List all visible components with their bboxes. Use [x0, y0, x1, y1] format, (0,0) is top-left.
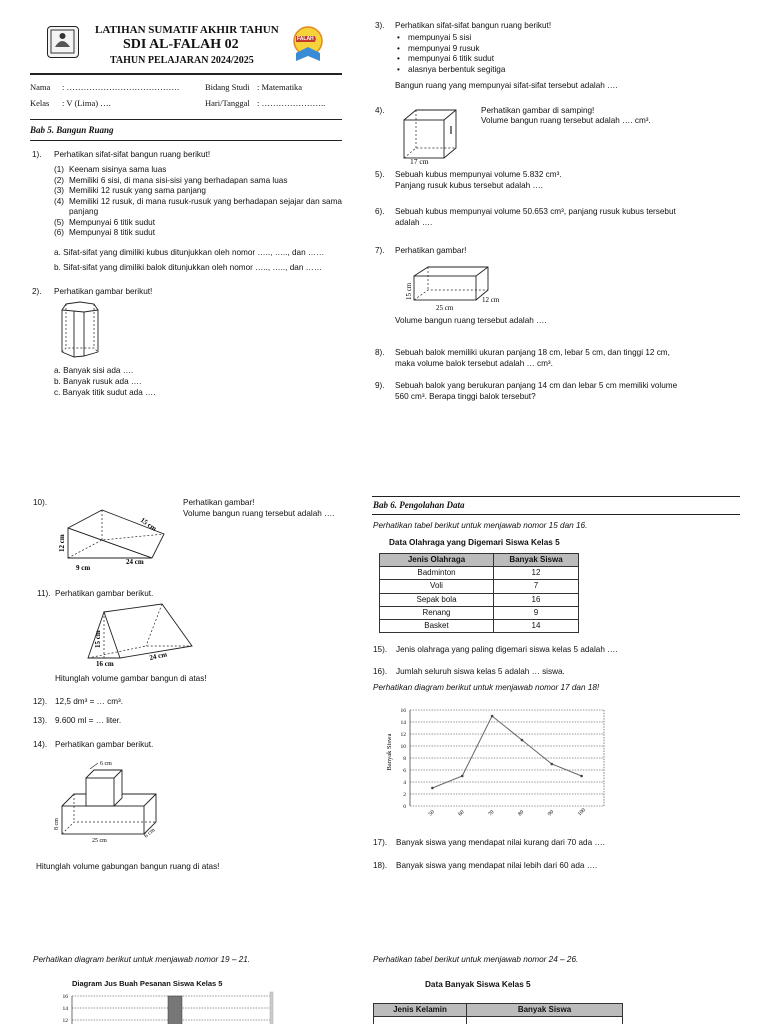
q3-intro: Perhatikan sifat-sifat bangun ruang berikut! [395, 21, 552, 30]
chart-intro: Perhatikan diagram berikut untuk menjawab nomor 17 dan 18! [373, 683, 600, 692]
q3-item: • mempunyai 9 rusuk [397, 44, 505, 55]
q14-intro: Perhatikan gambar berikut. [55, 740, 154, 749]
x-tick-label: 50 [427, 809, 436, 818]
table-row: Badminton 12 [380, 567, 579, 580]
q1-item: (3) Memiliki 12 rusuk yang sama panjang [54, 186, 206, 195]
q1-item: (4) Memiliki 12 rusuk, di mana rusuk-rusuk yang berhadapan sejajar dan sama panjang [54, 196, 342, 216]
school-logo-right [290, 25, 326, 65]
q12-number: 12). [33, 697, 48, 706]
q2-number: 2). [32, 287, 42, 296]
triangular-prism-2-figure [80, 600, 200, 670]
q8-line2: maka volume balok tersebut adalah … cm³. [395, 359, 553, 368]
q10-line1: Perhatikan gambar! [183, 498, 255, 507]
hari-label: Hari/Tanggal [205, 98, 250, 108]
q18-text: Banyak siswa yang mendapat nilai lebih dari 60 ada …. [396, 861, 598, 870]
bab6-heading: Bab 6. Pengolahan Data [373, 500, 465, 510]
q7-number: 7). [375, 246, 385, 255]
q3-list [397, 33, 505, 75]
hexagonal-prism-figure [56, 300, 104, 362]
table-intro: Perhatikan tabel berikut untuk menjawab nomor 15 dan 16. [373, 521, 588, 530]
x-tick-label: 70 [487, 809, 496, 818]
y-tick-label: 6 [403, 768, 406, 774]
q11-base-label: 16 cm [96, 660, 114, 668]
bidang-value: : Matematika [257, 82, 303, 92]
q16-text: Jumlah seluruh siswa kelas 5 adalah … siswa. [396, 667, 565, 676]
kelas-value: : V (Lima) …. [62, 98, 111, 108]
table1-title: Data Olahraga yang Digemari Siswa Kelas 5 [389, 538, 560, 547]
q3-item: • mempunyai 5 sisi [397, 33, 505, 44]
table2-title: Data Banyak Siswa Kelas 5 [425, 980, 531, 989]
y-tick-label: 10 [400, 744, 406, 750]
q14-width-label: 6 cm [143, 827, 157, 840]
table-row: Sepak bola 16 [380, 593, 579, 606]
q3-number: 3). [375, 21, 385, 30]
q4-line1: Perhatikan gambar di samping! [481, 106, 595, 115]
data-point [431, 787, 434, 790]
q9-line2: 560 cm³. Berapa tinggi balok tersebut? [395, 392, 536, 401]
q2-part-a: a. Banyak sisi ada …. [54, 366, 134, 375]
q11-height-label: 15 cm [94, 630, 102, 648]
y-tick-label: 0 [403, 804, 406, 810]
q16-number: 16). [373, 667, 388, 676]
x-tick-label: 60 [457, 809, 466, 818]
data-point [491, 715, 494, 718]
q10-length-label: 24 cm [126, 558, 144, 566]
cuboid-figure [400, 262, 510, 314]
q9-line1: Sebuah balok yang berukuran panjang 14 cm dan lebar 5 cm memiliki volume [395, 381, 678, 390]
hari-value[interactable]: : ………………….. [257, 98, 326, 108]
x-tick-label: 90 [546, 809, 556, 818]
q2-intro: Perhatikan gambar berikut! [54, 287, 153, 296]
triangular-prism-figure [52, 506, 170, 574]
q1-item: (1) Keenam sisinya sama luas [54, 165, 167, 174]
table-row: Voli 7 [380, 580, 579, 593]
q4-number: 4). [375, 106, 385, 115]
y-tick-label: 4 [403, 780, 406, 786]
q3-item: • mempunyai 6 titik sudut [397, 54, 505, 65]
q5-line2: Panjang rusuk kubus tersebut adalah …. [395, 181, 543, 190]
q3-item: • alasnya berbentuk segitiga [397, 65, 505, 76]
school-logo-left [47, 26, 79, 58]
logo-right-label: FALAH [297, 36, 314, 42]
q5-line1: Sebuah kubus mempunyai volume 5.832 cm³. [395, 170, 562, 179]
y-tick-label: 2 [403, 792, 406, 798]
header-rule [30, 73, 342, 75]
q17-number: 17). [373, 838, 388, 847]
q1-number: 1). [32, 150, 42, 159]
table1-header: Banyak Siswa [494, 554, 579, 567]
q1-list [54, 165, 342, 239]
q11-intro: Perhatikan gambar berikut. [55, 589, 154, 598]
sports-table [379, 553, 579, 633]
section-rule [30, 140, 342, 141]
q10-line2: Volume bangun ruang tersebut adalah …. [183, 509, 335, 518]
bottom-right-intro: Perhatikan tabel berikut untuk menjawab nomor 24 – 26. [373, 955, 579, 964]
table-row: Basket 14 [380, 619, 579, 632]
q1-part-a: a. Sifat-sifat yang dimiliki kubus ditunjukkan oleh nomor ….., ….., dan …… [54, 248, 325, 257]
q14-height-label: 8 cm [54, 818, 60, 830]
q1-item: (6) Mempunyai 8 titik sudut [54, 228, 156, 237]
x-tick-label: 100 [576, 807, 587, 818]
q2-part-c: c. Banyak titik sudut ada …. [54, 388, 156, 397]
q1-intro: Perhatikan sifat-sifat bangun ruang berikut! [54, 150, 211, 159]
bar [168, 996, 182, 1024]
q9-number: 9). [375, 381, 385, 390]
y-tick-label: 16 [62, 994, 68, 1000]
q5-number: 5). [375, 170, 385, 179]
bar-chart [40, 990, 280, 1024]
y-tick-label: 14 [400, 720, 406, 726]
y-tick-label: 8 [403, 756, 406, 762]
table-row: Renang 9 [380, 606, 579, 619]
line-chart-ylabel: Banyak Siswa [386, 733, 393, 771]
q10-slant-label: 15 cm [138, 516, 158, 533]
q2-part-b: b. Banyak rusuk ada …. [54, 377, 142, 386]
q7-outro: Volume bangun ruang tersebut adalah …. [395, 316, 547, 325]
q1-item: (2) Memiliki 6 sisi, di mana sisi-sisi yang berhadapan sama luas [54, 175, 288, 185]
q15-text: Jenis olahraga yang paling digemari siswa kelas 5 adalah …. [396, 645, 618, 654]
q4-dimension-label: 17 cm [410, 157, 429, 166]
q11-number: 11). [37, 589, 51, 598]
y-tick-label: 14 [62, 1006, 68, 1012]
nama-value[interactable]: : …………………………………. [62, 82, 180, 92]
data-point [580, 775, 583, 778]
bar-chart-title: Diagram Jus Buah Pesanan Siswa Kelas 5 [72, 979, 223, 988]
q8-number: 8). [375, 348, 385, 357]
q6-number: 6). [375, 207, 385, 216]
line-chart [378, 702, 610, 826]
q4-line2: Volume bangun ruang tersebut adalah …. cm³. [481, 116, 651, 125]
nama-label: Nama [30, 82, 51, 92]
section-rule [30, 119, 342, 120]
q14-outro: Hitunglah volume gabungan bangun ruang di atas! [36, 862, 220, 871]
header-title-1: LATIHAN SUMATIF AKHIR TAHUN [95, 24, 279, 36]
kelas-label: Kelas [30, 98, 50, 108]
bottom-left-intro: Perhatikan diagram berikut untuk menjawab nomor 19 – 21. [33, 955, 251, 964]
q10-base-label: 9 cm [76, 564, 91, 572]
section-rule [372, 496, 740, 497]
q10-height-label: 12 cm [58, 534, 66, 552]
q15-number: 15). [373, 645, 388, 654]
data-point [461, 775, 464, 778]
header-title-2: SDI AL-FALAH 02 [123, 37, 239, 52]
q13-text: 9.600 ml = … liter. [55, 716, 122, 725]
table2-header: Jenis Kelamin [374, 1004, 467, 1017]
y-tick-label: 12 [62, 1018, 68, 1024]
series-line [432, 716, 581, 788]
q14-length-label: 25 cm [92, 838, 107, 844]
bar-chart-frame [270, 992, 273, 1024]
q7-width-label: 12 cm [482, 296, 500, 304]
x-tick-label: 80 [517, 809, 526, 818]
q17-text: Banyak siswa yang mendapat nilai kurang dari 70 ada …. [396, 838, 605, 847]
q6-line2: adalah …. [395, 218, 433, 227]
q14-cube-label: 6 cm [100, 761, 112, 767]
gender-table [373, 1003, 623, 1024]
q1-item: (5) Mempunyai 6 titik sudut [54, 217, 156, 227]
y-tick-label: 12 [400, 732, 406, 738]
q8-line1: Sebuah balok memiliki ukuran panjang 18 cm, lebar 5 cm, dan tinggi 12 cm, [395, 348, 670, 357]
q18-number: 18). [373, 861, 388, 870]
q6-line1: Sebuah kubus mempunyai volume 50.653 cm³, panjang rusuk kubus tersebut [395, 207, 676, 216]
bidang-label: Bidang Studi [205, 82, 250, 92]
q7-length-label: 25 cm [436, 304, 454, 312]
q1-part-b: b. Sifat-sifat yang dimiliki balok ditunjukkan oleh nomor ….., ….., dan …… [54, 263, 323, 272]
bab5-heading: Bab 5. Bangun Ruang [30, 125, 114, 135]
q11-length-label: 24 cm [148, 650, 168, 662]
cube-figure [398, 104, 464, 166]
q13-number: 13). [33, 716, 48, 725]
q3-outro: Bangun ruang yang mempunyai sifat-sifat tersebut adalah …. [395, 81, 618, 90]
q7-height-label: 15 cm [405, 282, 413, 300]
q12-text: 12,5 dm³ = … cm³. [55, 697, 124, 706]
table2-header: Banyak Siswa [467, 1004, 623, 1017]
section-rule [372, 514, 740, 515]
table1-header: Jenis Olahraga [380, 554, 494, 567]
q7-intro: Perhatikan gambar! [395, 246, 467, 255]
header-title-3: TAHUN PELAJARAN 2024/2025 [110, 55, 254, 66]
q11-outro: Hitunglah volume gambar bangun di atas! [55, 674, 207, 683]
data-point [550, 763, 553, 766]
q14-number: 14). [33, 740, 48, 749]
data-point [521, 739, 524, 742]
y-tick-label: 16 [400, 708, 406, 714]
composite-solid-figure [52, 756, 168, 844]
q10-number: 10). [33, 498, 48, 507]
